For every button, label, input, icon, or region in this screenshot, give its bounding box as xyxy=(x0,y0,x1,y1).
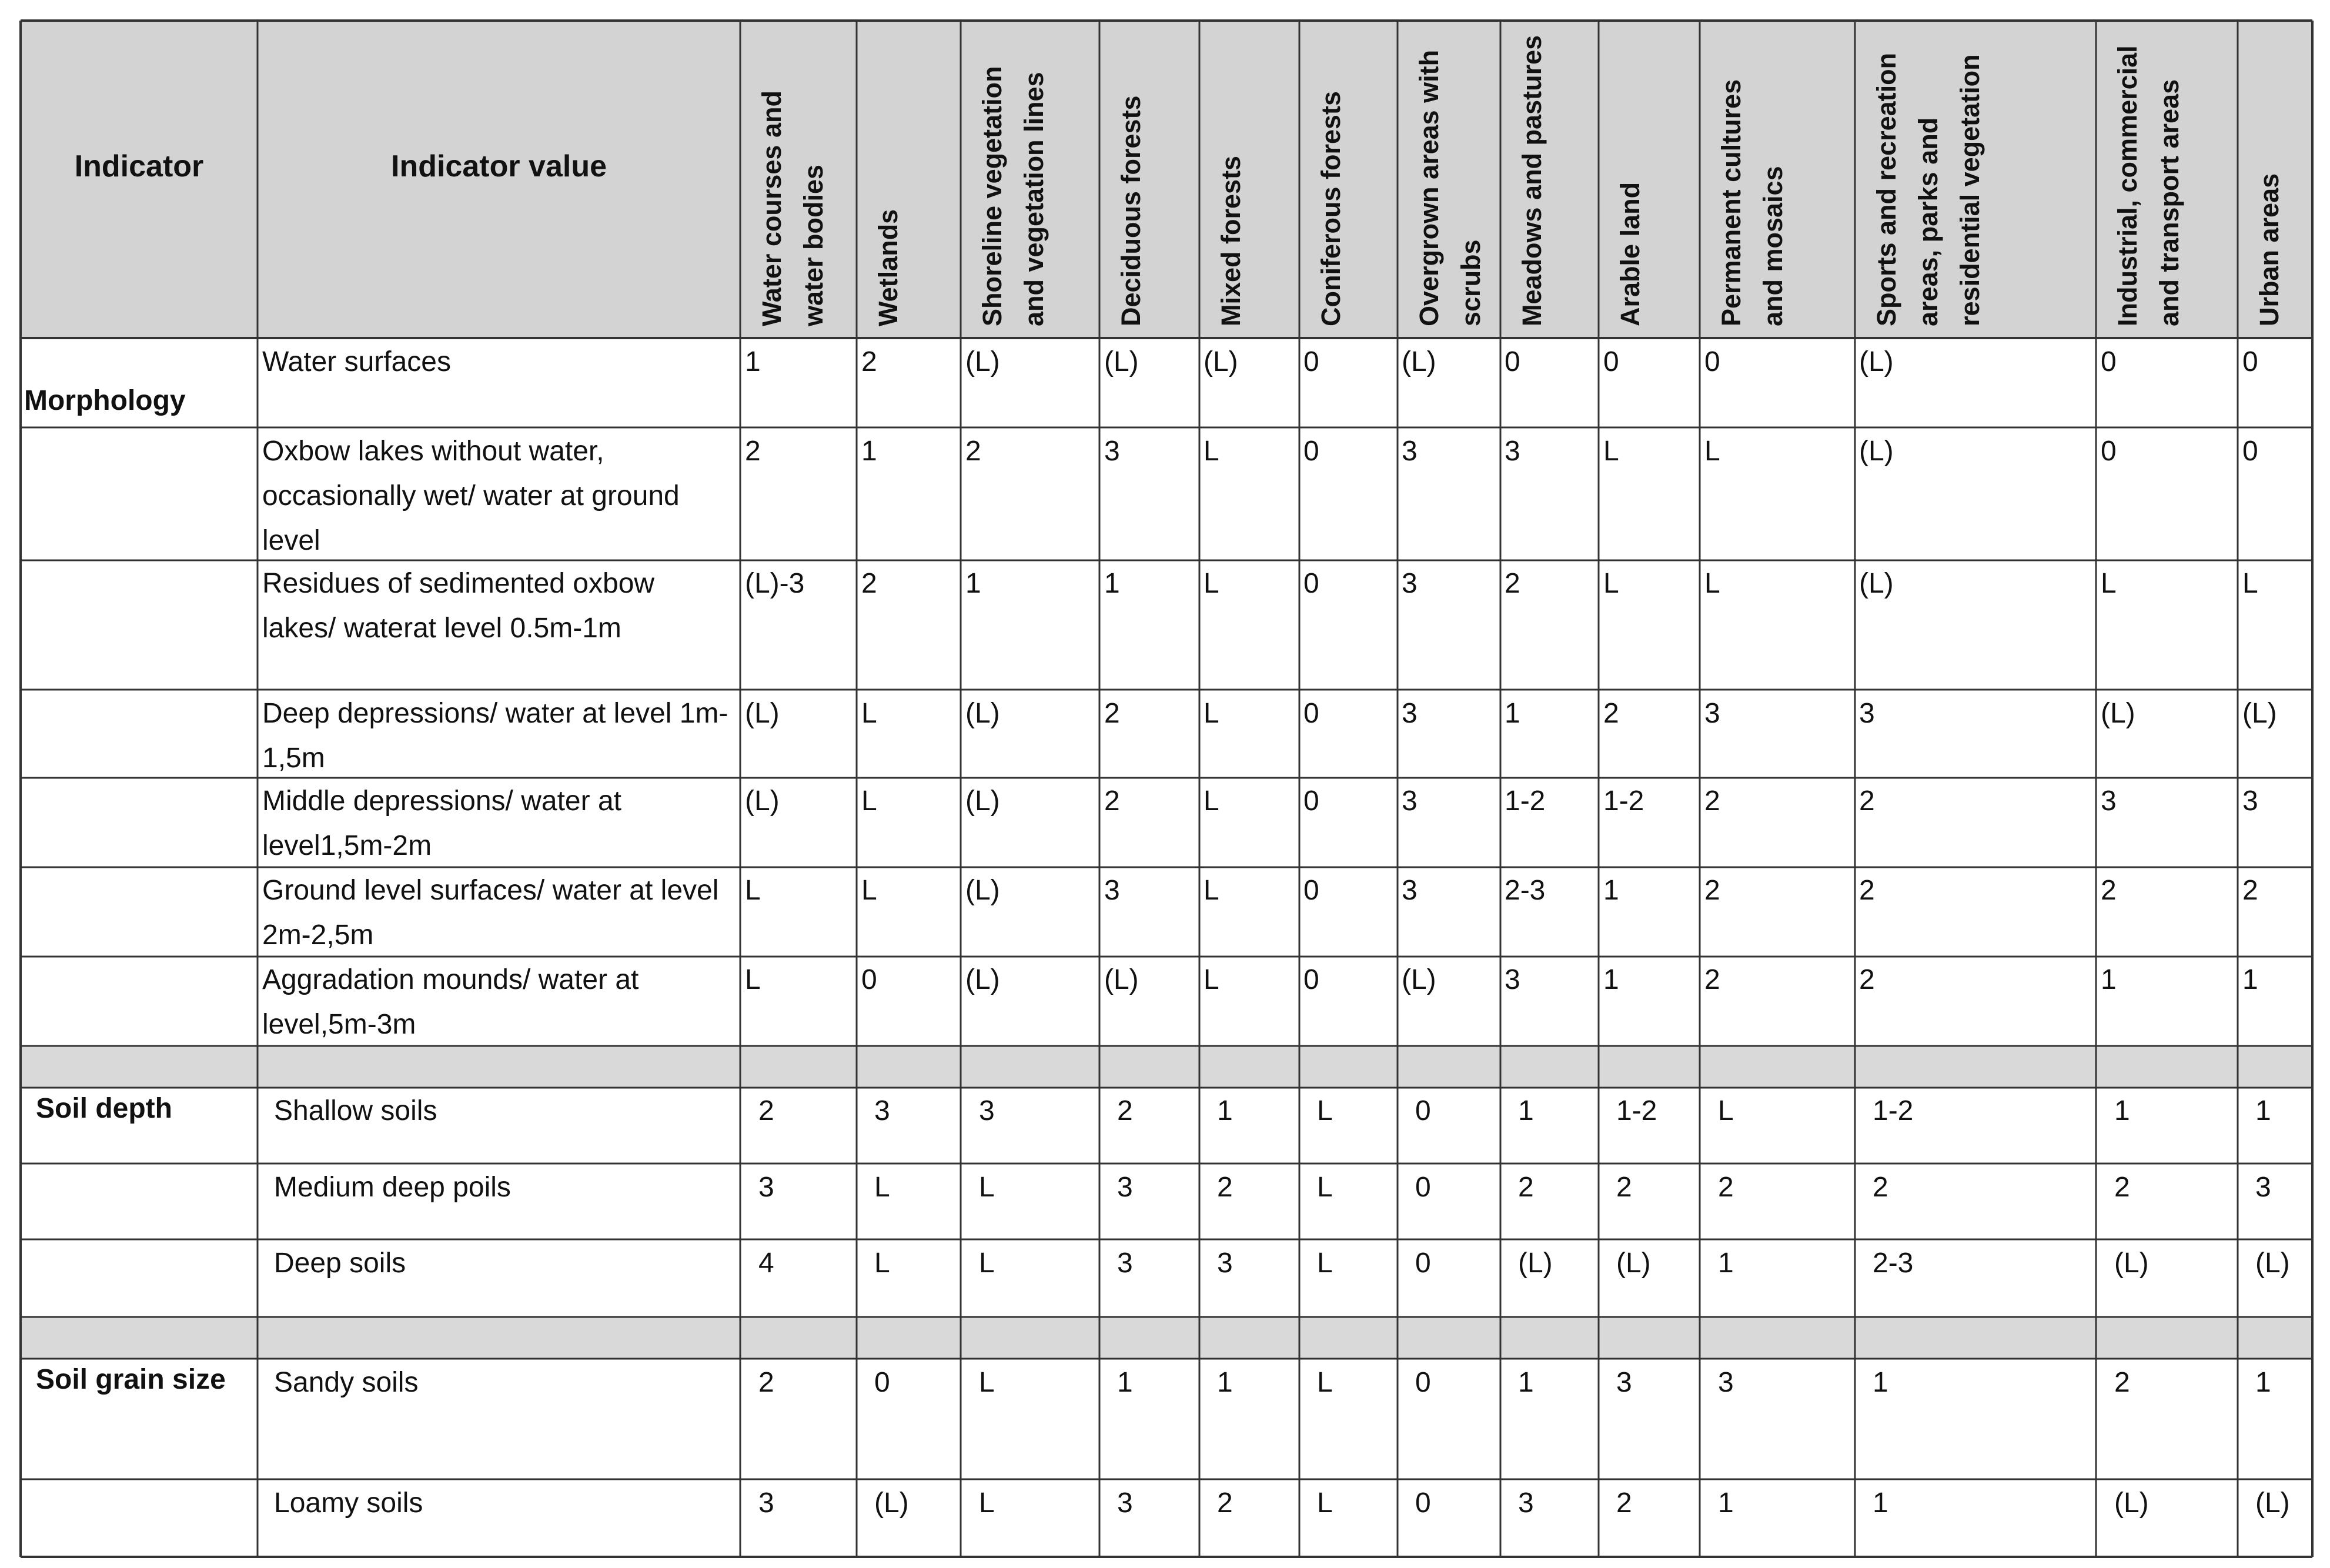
score-cell: L xyxy=(1204,698,1219,729)
score-cell: (L) xyxy=(965,875,1000,906)
score-cell: (L) xyxy=(1104,346,1139,377)
indicator-value-text: Sandy soils xyxy=(274,1367,419,1398)
score-cell: 3 xyxy=(758,1172,774,1203)
header-land-use-label: Wetlands xyxy=(873,209,903,326)
score-cell: L xyxy=(1704,568,1720,599)
score-cell: 3 xyxy=(979,1095,995,1126)
score-cell: L xyxy=(1204,875,1219,906)
score-cell: (L) xyxy=(2255,1487,2290,1519)
score-cell: L xyxy=(1317,1248,1333,1279)
score-cell: L xyxy=(1317,1172,1333,1203)
score-cell: 3 xyxy=(1217,1248,1233,1279)
score-cell: 0 xyxy=(2101,346,2117,377)
score-cell: 0 xyxy=(1303,568,1319,599)
score-cell: 2-3 xyxy=(1873,1248,1914,1279)
score-cell: L xyxy=(745,964,761,995)
score-cell: 2 xyxy=(965,436,981,467)
indicator-value-text: Middle depressions/ water at level1,5m-2m xyxy=(262,785,621,861)
score-cell: 1 xyxy=(1518,1095,1534,1126)
header-land-use xyxy=(1199,21,1299,338)
score-cell: (L) xyxy=(1518,1248,1553,1279)
score-cell: 0 xyxy=(1303,875,1319,906)
header-land-use-label: Mixed forests xyxy=(1216,155,1246,326)
score-cell: 3 xyxy=(1402,698,1418,729)
score-cell: L xyxy=(874,1172,890,1203)
score-cell: 2 xyxy=(758,1367,774,1398)
score-cell: 2 xyxy=(2114,1172,2130,1203)
score-cell: (L) xyxy=(1402,964,1436,995)
score-cell: L xyxy=(745,875,761,906)
score-cell: L xyxy=(1317,1367,1333,1398)
header-land-use-label: Permanent cultures and mosaics xyxy=(1716,79,1788,326)
score-cell: L xyxy=(1704,436,1720,467)
score-cell: (L) xyxy=(965,698,1000,729)
score-cell: (L) xyxy=(2114,1487,2149,1519)
score-cell: 2 xyxy=(861,568,877,599)
score-cell: 2 xyxy=(1859,964,1875,995)
header-land-use xyxy=(740,21,857,338)
score-cell: 2 xyxy=(2242,875,2258,906)
score-cell: 1 xyxy=(965,568,981,599)
score-cell: (L) xyxy=(874,1487,909,1519)
score-cell: (L) xyxy=(2101,698,2135,729)
score-cell: 1 xyxy=(1505,698,1520,729)
section-separator xyxy=(21,1046,2312,1088)
score-cell: 1 xyxy=(2101,964,2117,995)
score-cell: 3 xyxy=(1402,785,1418,817)
header-land-use xyxy=(857,21,961,338)
score-cell: 1-2 xyxy=(1873,1095,1914,1126)
score-cell: 1 xyxy=(1217,1367,1233,1398)
score-cell: 2 xyxy=(1873,1172,1888,1203)
score-cell: 0 xyxy=(874,1367,890,1398)
score-cell: (L) xyxy=(745,785,780,817)
score-cell: L xyxy=(979,1172,995,1203)
score-cell: L xyxy=(979,1248,995,1279)
header-land-use xyxy=(1700,21,1855,338)
score-cell: (L) xyxy=(1104,964,1139,995)
score-cell: 1 xyxy=(2255,1095,2271,1126)
indicator-value-text: Aggradation mounds/ water at level,5m-3m xyxy=(262,964,639,1040)
score-cell: 2 xyxy=(1505,568,1520,599)
score-cell: 0 xyxy=(1303,436,1319,467)
score-cell: 2 xyxy=(1616,1172,1632,1203)
score-cell: 2 xyxy=(1117,1095,1133,1126)
score-cell: 2 xyxy=(1859,785,1875,817)
score-cell: 1 xyxy=(861,436,877,467)
header-land-use xyxy=(1099,21,1199,338)
header-land-use xyxy=(2096,21,2238,338)
header-land-use-label: Coniferous forests xyxy=(1316,91,1346,326)
header-land-use xyxy=(961,21,1099,338)
score-cell: 3 xyxy=(1402,436,1418,467)
score-cell: 2 xyxy=(1104,785,1120,817)
score-cell: 2 xyxy=(745,436,761,467)
score-cell: 3 xyxy=(1117,1487,1133,1519)
score-cell: 0 xyxy=(1415,1487,1431,1519)
score-cell: (L) xyxy=(2242,698,2277,729)
score-cell: L xyxy=(1204,568,1219,599)
score-cell: (L) xyxy=(965,346,1000,377)
score-cell: 0 xyxy=(1415,1095,1431,1126)
score-cell: 2 xyxy=(1104,698,1120,729)
score-cell: (L) xyxy=(1859,346,1894,377)
score-cell: 1 xyxy=(2255,1367,2271,1398)
score-cell: 3 xyxy=(1718,1367,1734,1398)
score-cell: 3 xyxy=(1402,875,1418,906)
score-cell: L xyxy=(1603,436,1619,467)
header-indicator-value: Indicator value xyxy=(391,149,607,183)
score-cell: 2 xyxy=(1217,1172,1233,1203)
score-cell: (L) xyxy=(1204,346,1238,377)
indicator-value-text: Residues of sedimented oxbow lakes/ waterat level 0.5m-1m xyxy=(262,568,655,644)
score-cell: 1 xyxy=(745,346,761,377)
score-cell: 0 xyxy=(2242,346,2258,377)
score-cell: 0 xyxy=(1415,1367,1431,1398)
score-cell: 1 xyxy=(2114,1095,2130,1126)
section-separator xyxy=(21,1317,2312,1359)
score-cell: L xyxy=(861,698,877,729)
indicator-value-text: Loamy soils xyxy=(274,1487,423,1519)
score-cell: 3 xyxy=(1117,1172,1133,1203)
group-indicator-label: Soil depth xyxy=(36,1093,172,1124)
score-cell: 2 xyxy=(1518,1172,1534,1203)
score-cell: 1-2 xyxy=(1505,785,1546,817)
score-cell: (L) xyxy=(2255,1248,2290,1279)
score-cell: 2 xyxy=(2114,1367,2130,1398)
score-cell: L xyxy=(2242,568,2258,599)
score-cell: 0 xyxy=(1704,346,1720,377)
score-cell: 3 xyxy=(1704,698,1720,729)
score-cell: 2 xyxy=(1217,1487,1233,1519)
header-land-use xyxy=(1500,21,1599,338)
score-cell: (L)-3 xyxy=(745,568,805,599)
score-cell: 2 xyxy=(1704,875,1720,906)
score-cell: (L) xyxy=(1402,346,1436,377)
score-cell: L xyxy=(874,1248,890,1279)
score-cell: 2 xyxy=(1704,964,1720,995)
indicator-value-text: Shallow soils xyxy=(274,1095,437,1126)
score-cell: 0 xyxy=(1415,1172,1431,1203)
score-cell: 1 xyxy=(1603,875,1619,906)
indicator-value-text: Medium deep poils xyxy=(274,1172,511,1203)
header-land-use-label: Industrial, commercial and transport areas xyxy=(2112,45,2184,326)
score-cell: 3 xyxy=(1505,964,1520,995)
score-cell: 2 xyxy=(1718,1172,1734,1203)
indicator-value-text: Oxbow lakes without water, occasionally wet/ water at ground level xyxy=(262,436,680,556)
header-land-use xyxy=(1398,21,1500,338)
score-cell: 3 xyxy=(758,1487,774,1519)
score-cell: 0 xyxy=(861,964,877,995)
score-cell: 0 xyxy=(1415,1248,1431,1279)
header-land-use xyxy=(1855,21,2096,338)
score-cell: 1 xyxy=(1718,1487,1734,1519)
header-land-use xyxy=(1599,21,1700,338)
header-land-use xyxy=(2238,21,2312,338)
score-cell: 2-3 xyxy=(1505,875,1546,906)
score-cell: 2 xyxy=(1859,875,1875,906)
header-land-use-label: Overgrown areas with scrubs xyxy=(1414,49,1486,326)
score-cell: 3 xyxy=(2255,1172,2271,1203)
score-cell: 3 xyxy=(1505,436,1520,467)
score-cell: 0 xyxy=(1603,346,1619,377)
score-cell: L xyxy=(1204,785,1219,817)
score-cell: 1 xyxy=(1117,1367,1133,1398)
score-cell: 3 xyxy=(1104,436,1120,467)
score-cell: 4 xyxy=(758,1248,774,1279)
score-cell: 2 xyxy=(2101,875,2117,906)
score-cell: 3 xyxy=(1402,568,1418,599)
score-cell: (L) xyxy=(1616,1248,1651,1279)
score-cell: L xyxy=(1317,1487,1333,1519)
indicator-value-text: Ground level surfaces/ water at level 2m-2,5m xyxy=(262,875,719,951)
score-cell: (L) xyxy=(965,785,1000,817)
score-cell: 0 xyxy=(1303,964,1319,995)
header-land-use-label: Arable land xyxy=(1615,182,1645,326)
indicator-value-text: Water surfaces xyxy=(262,346,451,377)
score-cell: 1 xyxy=(1518,1367,1534,1398)
score-cell: 1 xyxy=(1603,964,1619,995)
header-land-use-label: Sports and recreation areas, parks and residential vegetation xyxy=(1871,52,1985,326)
score-cell: L xyxy=(979,1487,995,1519)
score-cell: 2 xyxy=(758,1095,774,1126)
score-cell: 0 xyxy=(2101,436,2117,467)
score-cell: L xyxy=(861,875,877,906)
score-cell: 3 xyxy=(1616,1367,1632,1398)
score-cell: 3 xyxy=(1859,698,1875,729)
group-indicator-label: Soil grain size xyxy=(36,1364,226,1395)
indicator-value-text: Deep depressions/ water at level 1m-1,5m xyxy=(262,698,728,774)
score-cell: (L) xyxy=(2114,1248,2149,1279)
score-cell: (L) xyxy=(745,698,780,729)
score-cell: 0 xyxy=(1303,698,1319,729)
score-cell: 1 xyxy=(1873,1487,1888,1519)
header-indicator: Indicator xyxy=(74,149,204,183)
score-cell: 1 xyxy=(1104,568,1120,599)
score-cell: 1-2 xyxy=(1616,1095,1657,1126)
header-land-use-label: Urban areas xyxy=(2254,173,2284,326)
score-cell: 0 xyxy=(1303,346,1319,377)
score-cell: 3 xyxy=(1518,1487,1534,1519)
score-cell: L xyxy=(1204,436,1219,467)
score-cell: 0 xyxy=(1303,785,1319,817)
score-cell: (L) xyxy=(1859,568,1894,599)
score-cell: L xyxy=(2101,568,2117,599)
score-cell: 3 xyxy=(874,1095,890,1126)
score-cell: L xyxy=(979,1367,995,1398)
score-cell: 2 xyxy=(1616,1487,1632,1519)
header-land-use xyxy=(1299,21,1398,338)
score-cell: 1 xyxy=(1217,1095,1233,1126)
header-land-use-label: Water courses and water bodies xyxy=(757,91,828,326)
score-cell: 2 xyxy=(1704,785,1720,817)
group-indicator-label: Morphology xyxy=(24,385,186,416)
score-cell: 1-2 xyxy=(1603,785,1644,817)
score-cell: L xyxy=(861,785,877,817)
score-cell: 3 xyxy=(2101,785,2117,817)
score-cell: (L) xyxy=(965,964,1000,995)
score-cell: (L) xyxy=(1859,436,1894,467)
indicator-value-text: Deep soils xyxy=(274,1248,406,1279)
header-land-use-label: Deciduous forests xyxy=(1116,95,1146,326)
score-cell: 0 xyxy=(1505,346,1520,377)
score-cell: 3 xyxy=(2242,785,2258,817)
score-cell: L xyxy=(1603,568,1619,599)
score-cell: 1 xyxy=(2242,964,2258,995)
score-cell: 2 xyxy=(861,346,877,377)
score-cell: L xyxy=(1317,1095,1333,1126)
score-cell: 2 xyxy=(1603,698,1619,729)
header-land-use-label: Meadows and pastures xyxy=(1517,35,1547,326)
score-cell: 3 xyxy=(1104,875,1120,906)
header-land-use-label: Shoreline vegetation and vegetation lines xyxy=(977,66,1049,326)
score-cell: 1 xyxy=(1718,1248,1734,1279)
score-cell: 0 xyxy=(2242,436,2258,467)
score-cell: 1 xyxy=(1873,1367,1888,1398)
score-cell: 3 xyxy=(1117,1248,1133,1279)
score-cell: L xyxy=(1718,1095,1734,1126)
score-cell: L xyxy=(1204,964,1219,995)
